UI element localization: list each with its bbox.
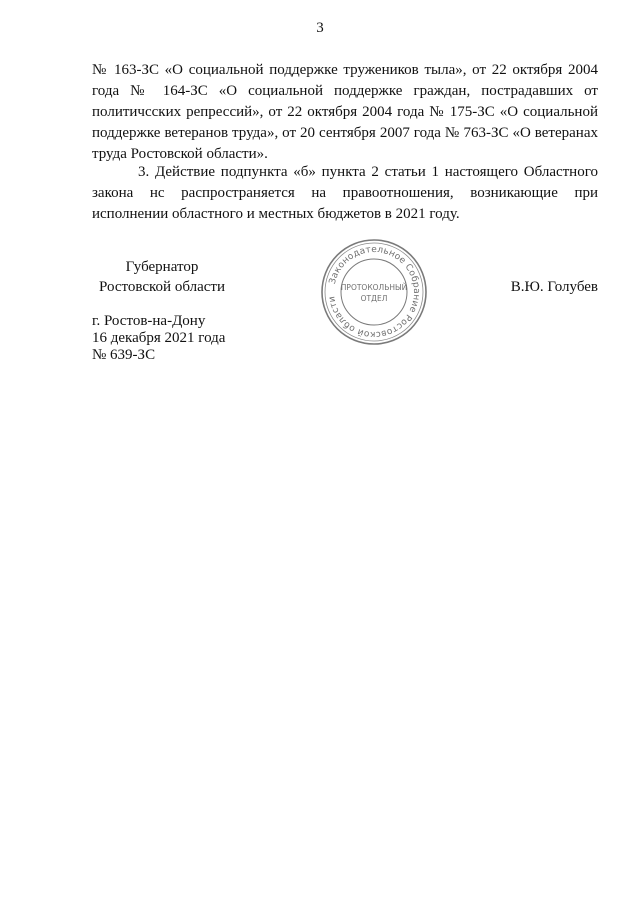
seal-center-line-1: ПРОТОКОЛЬНЫЙ bbox=[340, 283, 408, 292]
seal-outer-ring bbox=[322, 240, 426, 344]
issue-place: г. Ростов-на-Дону bbox=[92, 313, 206, 329]
signatory-title-line-1: Губернатор bbox=[125, 259, 199, 275]
paragraph-continuation: № 163-ЗС «О социальной поддержке тружеников тыла», от 22 октября 2004 года № 164-ЗС «О социальной поддержке граждан, пострадавших от политичсских репрессий», от 22 октября 2004 года № 175-ЗС «О социальной поддержке ветеранов труда», от 20 сентября 2007 года № 763-ЗС «О ветеранах труда Ростовской области». bbox=[92, 62, 598, 162]
seal-outer-ring-inner bbox=[325, 243, 423, 341]
seal-ring-text: Законодательное Собрание Ростовской области bbox=[327, 244, 422, 340]
official-seal bbox=[318, 236, 430, 348]
seal-center-line-2: ОТДЕЛ bbox=[360, 294, 388, 303]
signatory-title bbox=[92, 257, 232, 297]
seal-graphic bbox=[318, 236, 430, 348]
paragraph-3: 3. Действие подпункта «б» пункта 2 статьи 1 настоящего Областного закона нс распространяется на правоотношения, возникающие при исполнении областного и местных бюджетов в 2021 году. bbox=[92, 164, 598, 222]
seal-inner-ring bbox=[341, 259, 407, 325]
signatory-name: В.Ю. Голубев bbox=[510, 279, 598, 295]
page-number: 3 bbox=[316, 20, 324, 36]
issue-details bbox=[92, 313, 225, 364]
law-number: № 639-ЗС bbox=[92, 347, 156, 363]
issue-date: 16 декабря 2021 года bbox=[92, 330, 226, 346]
signatory-title-line-2: Ростовской области bbox=[99, 279, 225, 295]
